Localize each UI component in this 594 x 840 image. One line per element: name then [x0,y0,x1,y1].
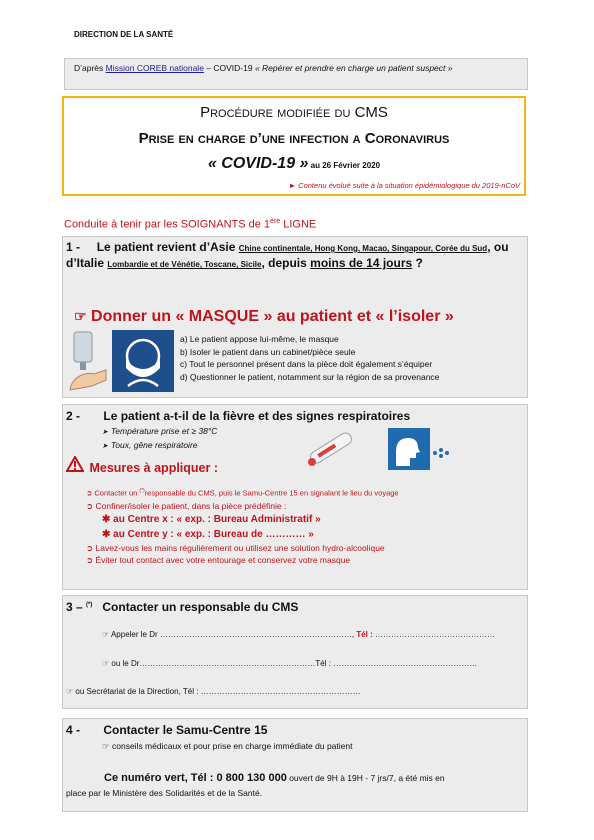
covid-title: « COVID-19 » [207,155,309,172]
samu-advice-text: conseils médicaux et pour prise en charge immédiate du patient [111,741,353,751]
mask-action [74,308,454,326]
cough-droplets-icon [432,446,450,460]
red-arrow-icon: ➲ [86,542,96,553]
step-a: a) Le patient appose lui-même, le masque [180,334,339,344]
days-limit: moins de 14 jours [310,256,413,270]
section1-q-b: , ou d’Italie [66,240,509,270]
measures-list [86,485,522,566]
step-d: d) Questionner le patient, notamment sur la région de sa provenance [180,371,440,382]
section1-q-a: Le patient revient d’Asie [96,240,239,254]
intro-text: Conduite à tenir par les SOIGNANTS de 1 [64,218,271,231]
title-date: au 26 Février 2020 [308,161,381,170]
section3-num: 3 – [66,600,87,614]
measure-avoid-text: Éviter tout contact avec votre entourage et conservez votre masque [95,554,351,565]
symptom-fever: ➤ Température prise et ≥ 38°C [102,425,217,439]
masked-face-icon [112,330,174,392]
contact-dr-1-b: ……………………………………… [374,630,495,639]
measure-contact [86,485,522,500]
contact-dr-1 [102,630,495,639]
red-star-icon: ✱ [102,528,114,540]
step-c: c) Tout le personnel présent dans la pièce doit également s’équiper [180,359,433,369]
section1-num: 1 - [66,240,81,254]
step-b: b) Isoler le patient dans un cabinet/pièce seule [180,346,356,357]
contact-dr-2 [102,659,477,668]
contact-dr-1-tel: Tél : [354,630,375,639]
intro-line [64,218,316,231]
department-header: DIRECTION DE LA SANTÉ [74,30,174,39]
measure-contact-b: responsable du CMS, puis le Samu-Centre 15 en signalant le lieu du voyage [144,488,399,498]
cough-icon [388,428,430,470]
measure-wash [86,542,522,554]
hotline-hours: ouvert de 9H à 19H - 7 jrs/7, a été mis en [286,773,445,783]
section4-title [66,723,267,737]
centre-y [102,527,522,542]
red-arrow-icon: ➲ [86,554,96,565]
thermometer-image [302,426,362,472]
title-line3 [62,155,526,173]
coreb-link[interactable]: Mission COREB nationale [105,63,204,73]
section4-title-text: Contacter le Samu-Centre 15 [103,723,268,737]
source-prefix: D’après [74,63,106,73]
hotline-line1 [104,772,445,784]
measure-contact-a: Contacter un [94,488,140,498]
section3-title-text: Contacter un responsable du CMS [102,600,299,614]
section1-q-d: ? [412,256,423,270]
section2-q: Le patient a-t-il de la fièvre et des signes respiratoires [103,409,411,423]
red-arrow-icon: ➲ [86,488,95,498]
contact-secretariat-text: ou Secrétariat de la Direction, Tél : …………………………………………………… [75,687,361,696]
measure-contact-sup: (*) [139,488,145,494]
red-arrow-icon: ➲ [86,500,96,511]
phone-hand-icon: ☞ [102,741,112,751]
source-italic: « Repérer et prendre en charge un patient suspect » [254,63,453,73]
centre-x-text: au Centre x : « exp. : Bureau Administratif » [113,513,321,525]
title-note: ► Contenu évolué suite à la situation épidémiologique du 2019-nCoV [288,181,520,190]
contact-secretariat [66,687,361,696]
measure-isolate-text: Confiner/isoler le patient, dans la pièce prédéfinie : [95,500,287,511]
measure-avoid [86,554,522,566]
source-rest: – COVID-19 [203,63,255,73]
section3-sup: (*) [86,602,93,608]
red-star-icon: ✱ [102,513,114,525]
measure-isolate [86,500,522,512]
intro-tail: LIGNE [280,218,317,231]
hotline-number: Ce numéro vert, Tél : 0 800 130 000 [104,772,287,784]
contact-dr-1-a: Appeler le Dr ………………………………………………………………, [110,630,355,639]
measure-wash-text: Lavez-vous les mains régulièrement ou utilisez une solution hydro-alcoolique [95,542,385,553]
section2-num: 2 - [66,409,81,423]
section4-num: 4 - [66,723,81,737]
centre-x [102,512,522,527]
measures-heading [66,456,218,475]
mask-action-text: Donner un « MASQUE » au patient et « l’isoler » [91,308,454,325]
source-text [74,62,520,74]
italy-regions: Lombardie et de Vénétie, Toscane, Sicile [107,260,262,269]
centre-y-text: au Centre y : « exp. : Bureau de ………… » [113,528,314,540]
title-line1: Procédure modifiée du CMS [200,104,388,121]
measures-title: Mesures à appliquer : [89,461,218,475]
asia-regions: Chine continentale, Hong Kong, Macao, Singapour, Corée du Sud [238,244,488,253]
phone-hand-icon: ☞ [102,659,112,668]
phone-hand-icon: ☞ [66,687,76,696]
phone-hand-icon: ☞ [102,630,111,639]
warning-icon [66,456,86,475]
hotline-line2: place par le Ministère des Solidarités et de la Santé. [66,788,263,798]
section1-question [66,240,524,272]
handwash-dispenser-image [66,330,110,392]
pointing-hand-icon: ☞ [74,308,87,324]
mask-steps [180,333,439,383]
symptom-list [102,425,217,453]
samu-advice [102,741,352,752]
contact-dr-2-text: ou le Dr…………………………………………………………Tél : ……………………………………………… [111,659,478,668]
section2-question [66,409,410,423]
intro-sup: ère [270,218,281,225]
symptom-cough: ➤ Toux, gêne respiratoire [102,439,217,453]
title-line2: Prise en charge d’une infection a Coronavirus [138,130,450,147]
section1-q-c: , depuis [261,256,311,270]
section3-title [66,600,298,614]
